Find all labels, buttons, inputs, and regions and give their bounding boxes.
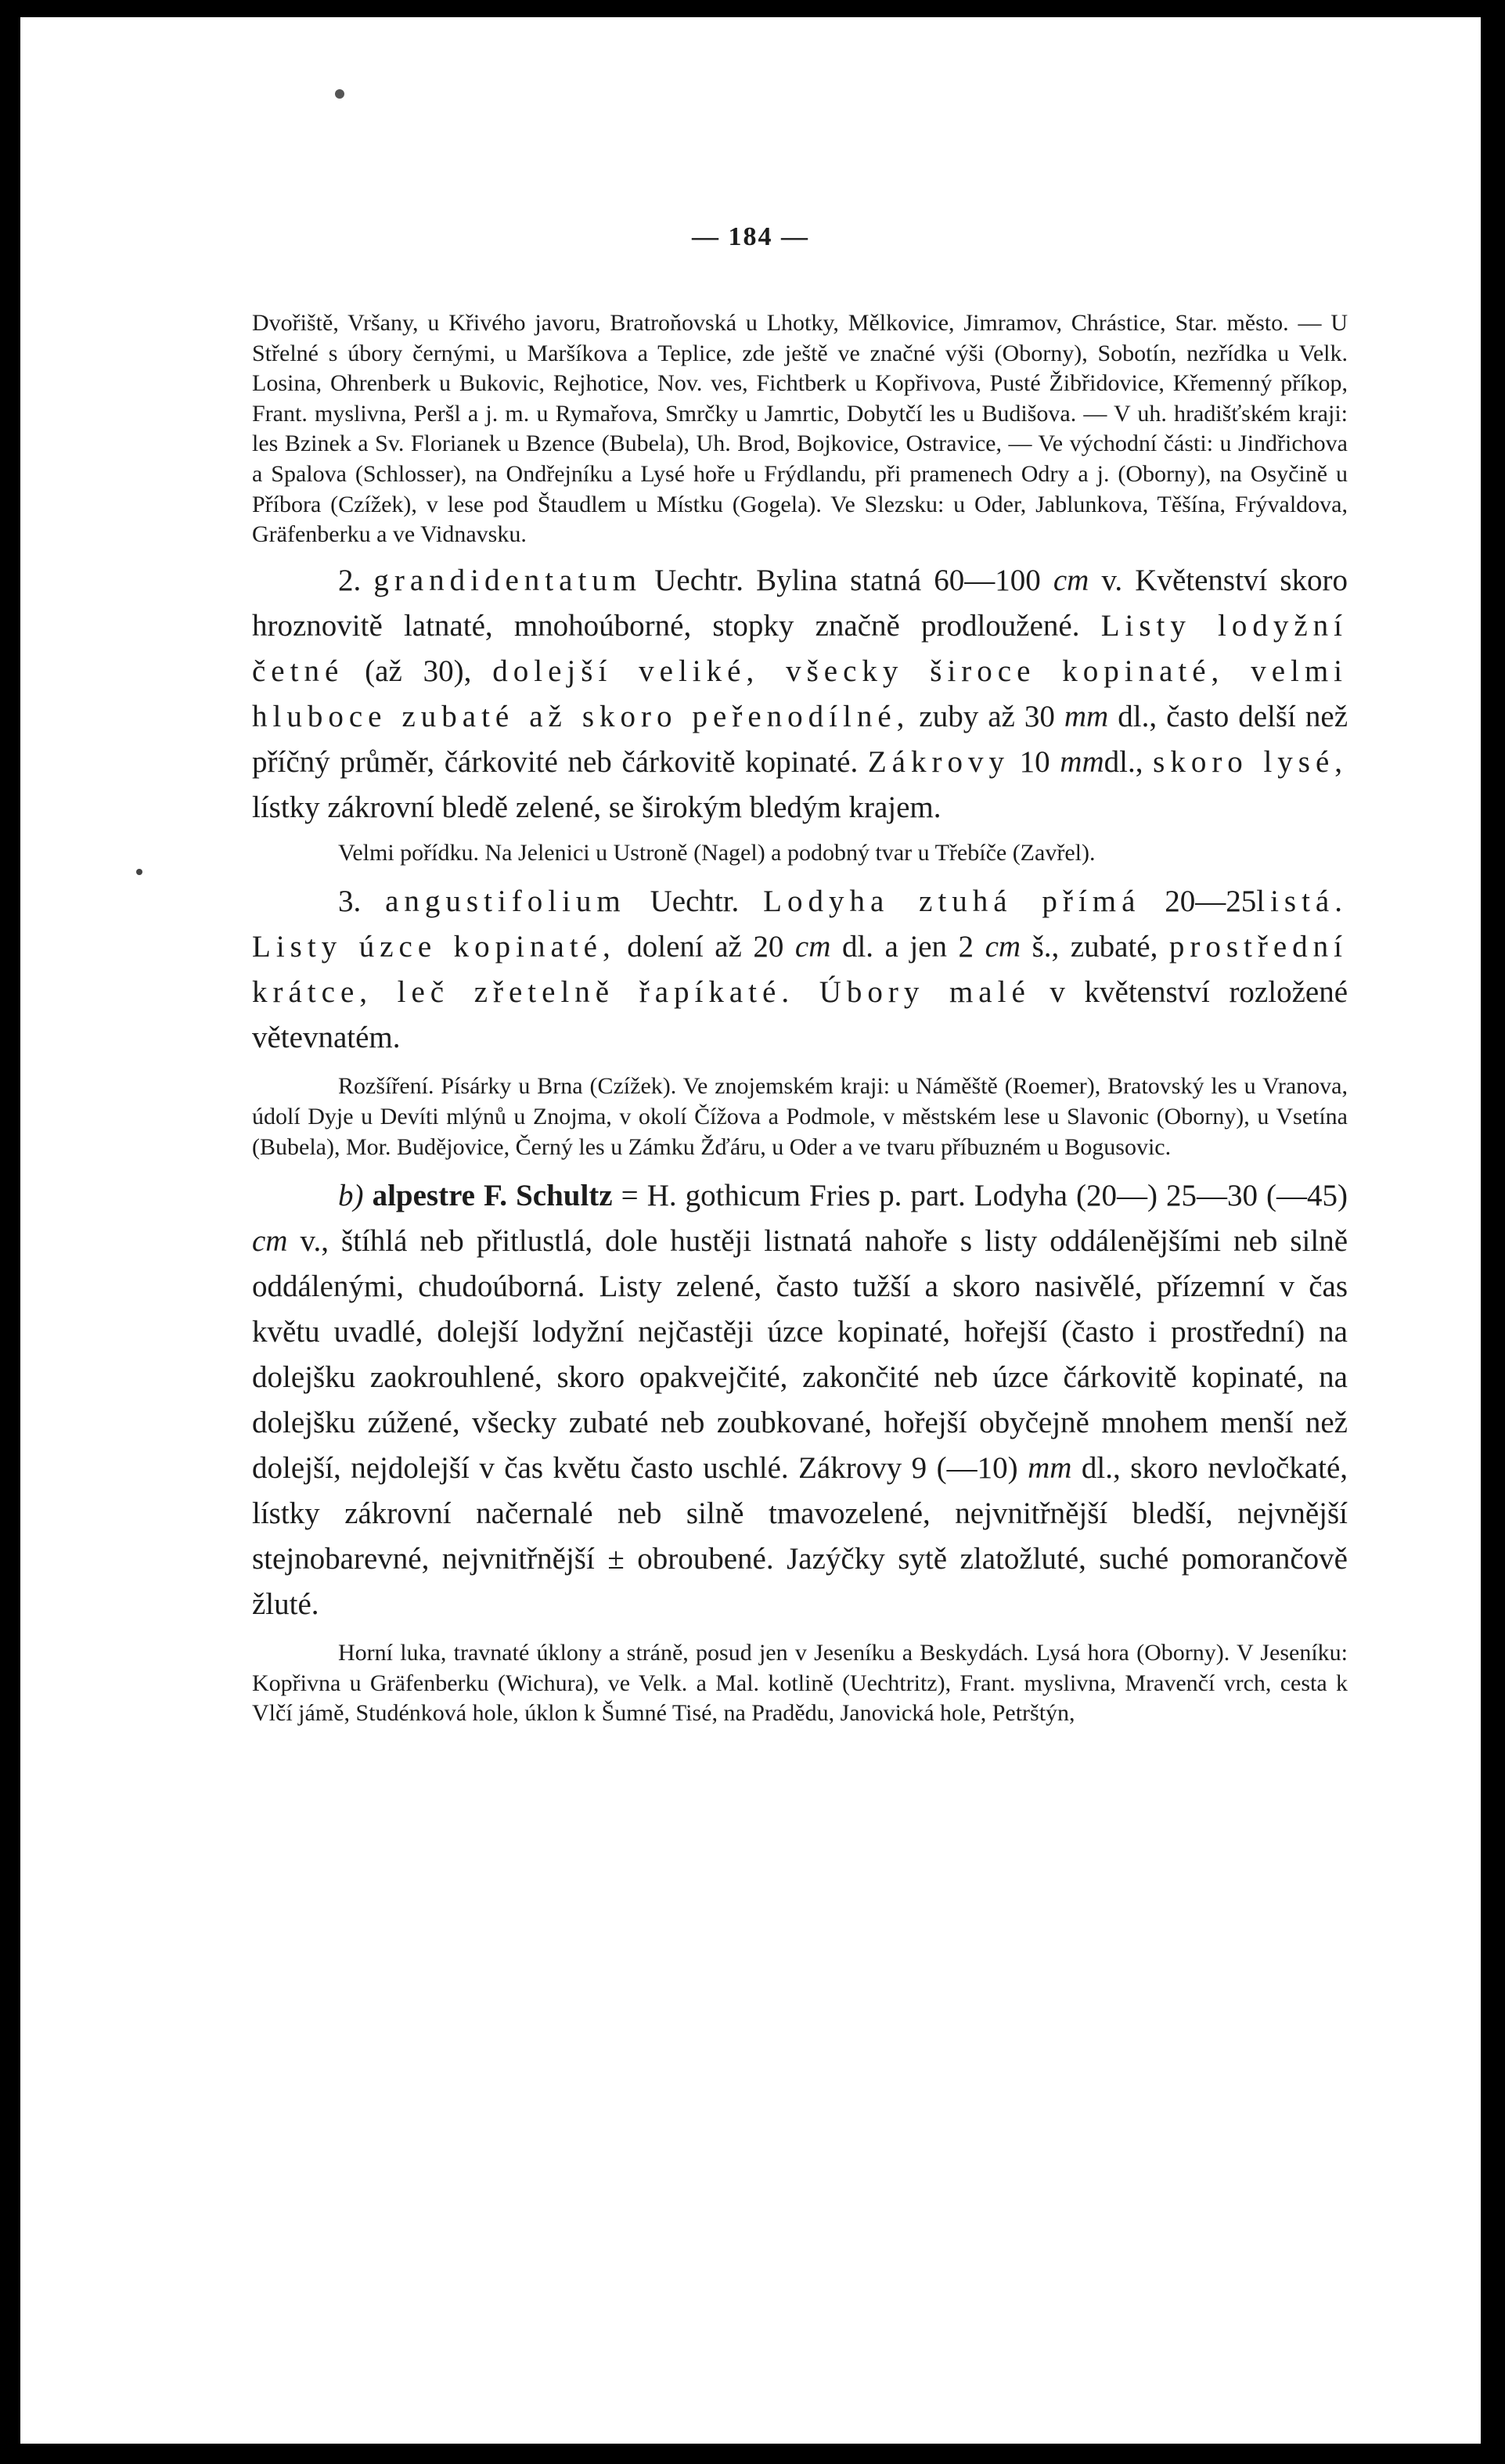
spaced-emphasis: Listy lodyžní četné bbox=[252, 608, 1348, 688]
page-number: — 184 — bbox=[692, 222, 809, 251]
description-text: v. Květenství skoro hroznovitě latnaté, mnohoúborné, stopky značně prodloužené. bbox=[252, 563, 1348, 643]
description-text: v., štíhlá neb přitlustlá, dole hustěji listnatá nahoře s listy oddálenějšími neb silně oddálenými, chudoúborná. Listy zelené, často tužší a skoro nasivělé, přízemní v čas květu uvadlé, dolejší lodyžní nejčastěji úzce kopinaté, hořejší (často i prostřední) na dolejšku zaokrouhlené, skoro opakvejčité, zakončité neb úzce čárkovitě kopinaté, na dolejšku zúžené, všecky zubaté neb zoubkované, hořejší obyčejně mnohem menší než dolejší, nejdolejší v čas květu často uschlé. Zákrovy 9 (—10) bbox=[252, 1224, 1348, 1486]
variety-letter: b) bbox=[338, 1179, 364, 1213]
description-text: v květenství rozložené větevnatém. bbox=[252, 975, 1348, 1055]
description-text: (až 30), bbox=[365, 654, 472, 688]
unit: cm bbox=[1053, 563, 1089, 597]
description-text: dl. a jen 2 bbox=[841, 930, 974, 964]
description-text: š., zubaté, bbox=[1032, 930, 1158, 964]
spaced-emphasis: skoro lysé, bbox=[1153, 744, 1348, 779]
variety-grandidentatum bbox=[252, 558, 1348, 830]
spaced-emphasis: dolejší veliké, všecky široce kopinaté, velmi hluboce zubaté až skoro peřenodílné, bbox=[252, 654, 1348, 733]
unit: cm bbox=[794, 930, 831, 964]
variety-name: angustifolium bbox=[385, 884, 626, 919]
description-text: = H. gothicum Fries p. part. Lodyha (20—) 25—30 (—45) bbox=[621, 1179, 1348, 1213]
description-text: lístky zákrovní bledě zelené, se širokým bledým krajem. bbox=[252, 790, 942, 824]
spaced-emphasis: Zákrovy bbox=[867, 744, 1010, 779]
variety-angustifolium bbox=[252, 879, 1348, 1061]
distribution-paragraph: Velmi pořídku. Na Jelenici u Ustroně (Nagel) a podobný tvar u Třebíče (Zavřel). bbox=[338, 839, 1096, 866]
unit: mm bbox=[1064, 699, 1109, 733]
unit: cm bbox=[985, 930, 1021, 964]
description-text: dl., skoro nevločkaté, lístky zákrovní načernalé neb silně tmavozelené, nejvnitřnější bledší, nejvnější stejnobarevné, nejvnitřnější ± obroubené. Jazýčky sytě zlatožluté, suché pomorančově žluté. bbox=[252, 1451, 1348, 1622]
unit: mm bbox=[1060, 744, 1104, 779]
variety-name: alpestre F. Schultz bbox=[372, 1179, 613, 1213]
page-body bbox=[252, 308, 1348, 1729]
unit: cm bbox=[252, 1224, 288, 1259]
variety-number: 2. bbox=[338, 563, 362, 597]
spaced-emphasis: Lodyha ztuhá přímá bbox=[763, 884, 1141, 919]
variety-author: Uechtr. bbox=[654, 563, 743, 597]
distribution-paragraph: Dvořiště, Vršany, u Křivého javoru, Bratroňovská u Lhotky, Mělkovice, Jimramov, Chrástice, Star. město. — U Střelné s úbory černými, u Maršíkova a Teplice, zde ještě ve značné výši (Oborny), Sobotín, nezřídka u Velk. Losina, Ohrenberk u Bukovic, Rejhotice, Nov. ves, Fichtberk u Kopřivova, Pusté Žibřidovice, Křemenný příkop, Frant. myslivna, Peršl a j. m. u Rymařova, Smrčky u Jamrtic, Dobytčí les u Budišova. — V uh. hradišťském kraji: les Bzinek a Sv. Florianek u Bzence (Bubela), Uh. Brod, Bojkovice, Ostravice, — Ve východní části: u Jindřichova a Spalova (Schlosser), na Ondřejníku a Lysé hoře u Frýdlandu, při pramenech Odry a j. (Oborny), na Osyčině u Příbora (Czížek), v lese pod Štaudlem u Místku (Gogela). Ve Slezsku: u Oder, Jablunkova, Těšína, Frývaldova, Gräfenberku a ve Vidnavsku. bbox=[252, 310, 1348, 548]
unit: mm bbox=[1028, 1451, 1072, 1486]
description-text: dolení až 20 bbox=[627, 930, 784, 964]
variety-name: grandidentatum bbox=[373, 563, 643, 597]
variety-number: 3. bbox=[338, 884, 362, 919]
margin-speck bbox=[136, 869, 142, 875]
book-page bbox=[20, 17, 1481, 2444]
description-text: dl., bbox=[1104, 744, 1143, 779]
description-text: Bylina statná 60—100 bbox=[756, 563, 1041, 597]
spaced-emphasis: prostřední krátce, leč zřetelně řapíkaté. Úbory malé bbox=[252, 930, 1348, 1010]
description-text: zuby až 30 bbox=[919, 699, 1055, 733]
description-text: 20—25 bbox=[1165, 884, 1257, 919]
variety-alpestre bbox=[252, 1173, 1348, 1627]
description-text: 10 bbox=[1019, 744, 1050, 779]
variety-author: Uechtr. bbox=[650, 884, 740, 919]
distribution-paragraph: Rozšíření. Písárky u Brna (Czížek). Ve znojemském kraji: u Náměště (Roemer), Bratovský les u Vranova, údolí Dyje u Devíti mlýnů u Znojma, v okolí Čížova a Podmole, v městském lese u Slavonic (Oborny), u Vsetína (Bubela), Mor. Budějovice, Černý les u Zámku Žďáru, u Oder a ve tvaru příbuzném u Bogusovic. bbox=[252, 1073, 1348, 1160]
spaced-emphasis: listá. Listy úzce kopinaté, bbox=[252, 884, 1348, 964]
speck-mark bbox=[335, 89, 344, 99]
description-text: dl., často delší než příčný průměr, čárkovité neb čárkovitě kopinaté. bbox=[252, 699, 1348, 779]
distribution-paragraph: Horní luka, travnaté úklony a stráně, posud jen v Jeseníku a Beskydách. Lysá hora (Oborny). V Jeseníku: Kopřivna u Gräfenberku (Wichura), ve Velk. a Mal. kotlině (Uechtritz), Frant. myslivna, Mravenčí vrch, cesta k Vlčí jámě, Studénková hole, úklon k Šumné Tisé, na Pradědu, Janovická hole, Petrštýn, bbox=[252, 1640, 1348, 1727]
